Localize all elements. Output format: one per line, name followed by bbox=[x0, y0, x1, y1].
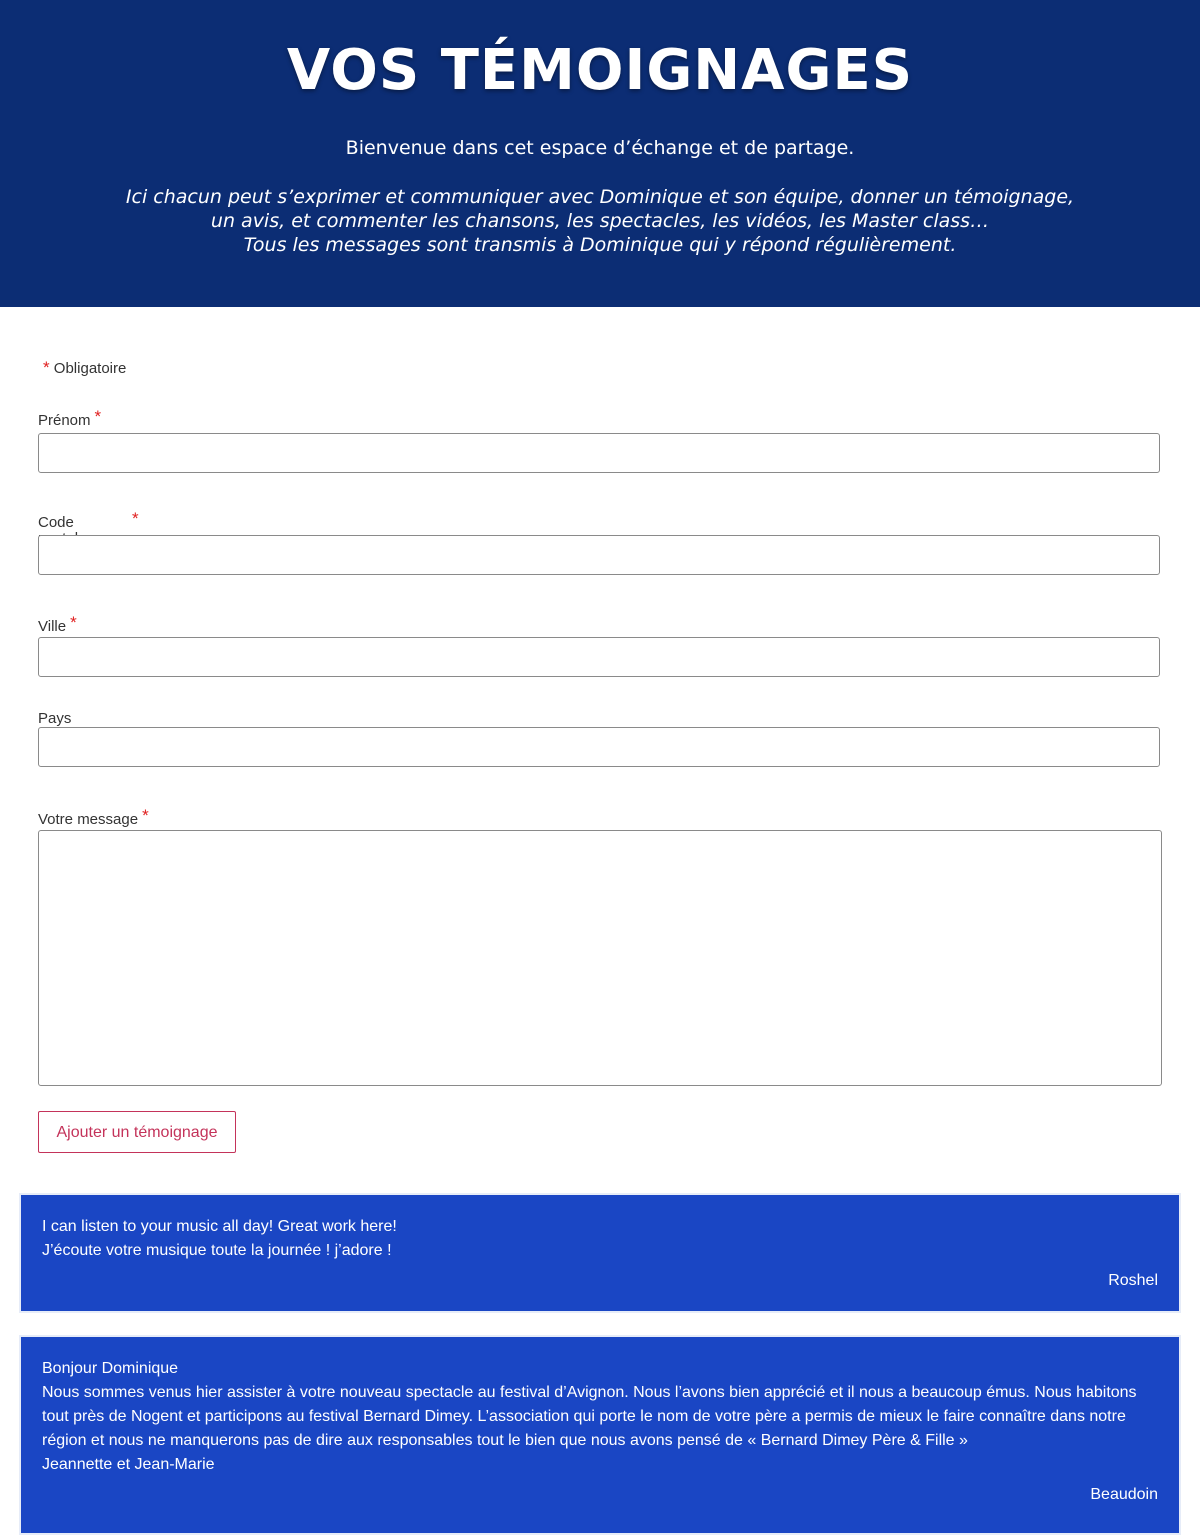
country-label-text: Pays bbox=[38, 710, 72, 727]
city-label bbox=[38, 613, 77, 635]
required-note bbox=[43, 358, 126, 378]
intro-line: Tous les messages sont transmis à Dominique qui y répond régulièrement. bbox=[243, 234, 957, 256]
first-name-label bbox=[38, 407, 102, 429]
intro-line: un avis, et commenter les chansons, les spectacles, les vidéos, les Master class… bbox=[210, 210, 990, 232]
page-title: VOS TÉMOIGNAGES bbox=[286, 38, 914, 103]
required-star: * bbox=[132, 509, 139, 528]
welcome-text: Bienvenue dans cet espace d’échange et de partage. bbox=[345, 137, 855, 159]
first-name-input[interactable] bbox=[38, 433, 1160, 473]
message-label-text: Votre message bbox=[38, 811, 139, 828]
intro-text bbox=[60, 185, 1140, 257]
city-input[interactable] bbox=[38, 637, 1160, 677]
required-note-text: Obligatoire bbox=[53, 360, 127, 377]
postal-code-label-text: Code bbox=[38, 514, 74, 531]
testimonial-message: Bonjour Dominique Nous sommes venus hier assister à votre nouveau spectacle au festival d’Avignon. Nous l’avons bien apprécié et il nous a beaucoup émus. Nous habitons tout près de Nogent et participons au festival Bernard Dimey. L’association qui porte le nom de votre père a permis de mieux le faire connaître dans notre région et nous ne manquerons pas de dire aux responsables tout le bien que nous avons pensé de « Bernard Dimey Père & Fille » Jeannette et Jean-Marie bbox=[42, 1360, 1137, 1473]
add-testimonial-button[interactable]: Ajouter un témoignage bbox=[38, 1111, 236, 1153]
testimonial-card bbox=[19, 1335, 1181, 1535]
testimonial-author: Beaudoin bbox=[1090, 1486, 1158, 1503]
city-label-text: Ville bbox=[38, 618, 67, 635]
message-label bbox=[38, 806, 149, 828]
testimonial-card bbox=[19, 1193, 1181, 1313]
required-star: * bbox=[142, 806, 149, 825]
postal-code-input[interactable] bbox=[38, 535, 1160, 575]
page-header bbox=[0, 0, 1200, 307]
testimonial-message: I can listen to your music all day! Great work here! J’écoute votre musique toute la journée ! j’adore ! bbox=[42, 1218, 397, 1259]
required-star: * bbox=[94, 407, 102, 426]
required-star: * bbox=[70, 613, 77, 632]
required-star: * bbox=[43, 358, 50, 377]
intro-line: Ici chacun peut s’exprimer et communiquer avec Dominique et son équipe, donner un témoignage, bbox=[125, 186, 1075, 208]
country-input[interactable] bbox=[38, 727, 1160, 767]
country-label bbox=[38, 711, 71, 727]
testimonial-author: Roshel bbox=[1108, 1272, 1158, 1289]
message-textarea[interactable] bbox=[38, 830, 1162, 1086]
first-name-label-text: Prénom bbox=[38, 412, 91, 429]
